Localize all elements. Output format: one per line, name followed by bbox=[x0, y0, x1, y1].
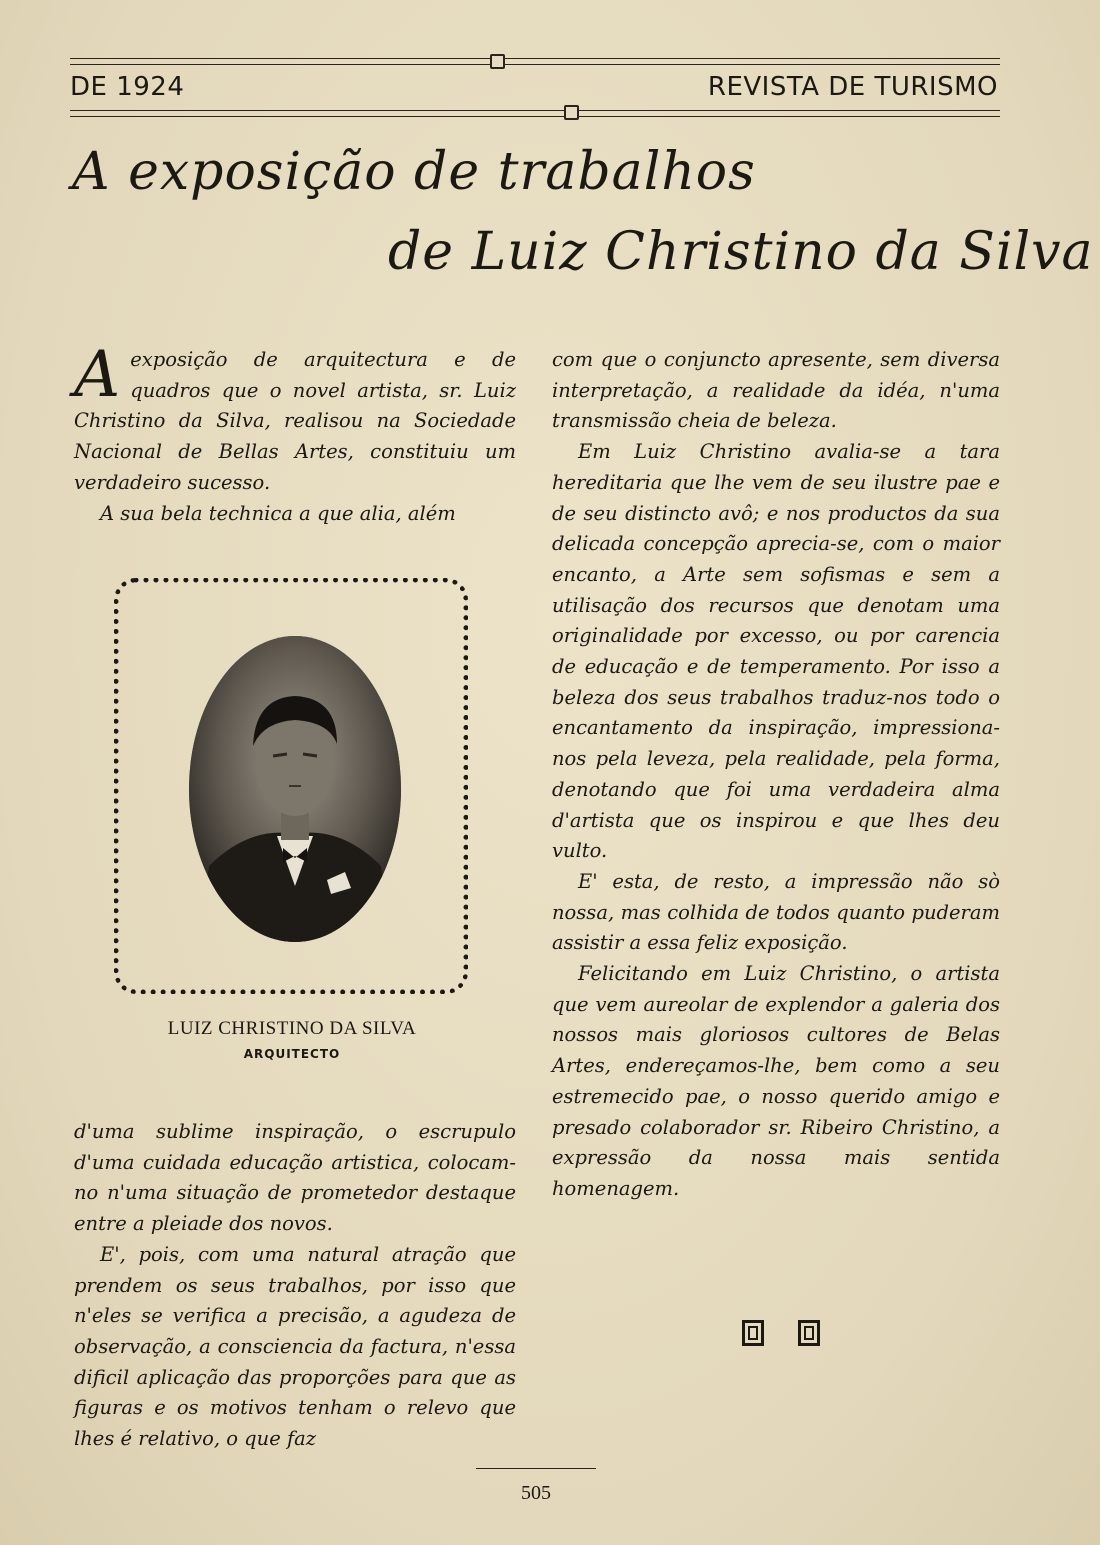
paragraph: Felicitando em Luiz Christino, o artista que vem aureolar de explendor a galeria dos nossos mais gloriosos cultores de Belas Artes, endereçamos-lhe, bem como a seu estremecido pae, o nosso querido amigo e presado colaborador sr. Ribeiro Christino, a expressão da nossa mais sentida homenagem. bbox=[552, 962, 1000, 1200]
portrait-photo bbox=[189, 636, 401, 942]
footer-rule bbox=[476, 1468, 596, 1469]
paragraph: E', pois, com uma natural atração que prendem os seus trabalhos, por isso que n'eles se verifica a precisão, a agudeza de observação, a consciencia da factura, n'essa dificil aplicação das proporções para que as figuras e os motivos tenham o relevo que lhes é relativo, o que faz bbox=[74, 1242, 516, 1451]
column-left-bottom bbox=[74, 1117, 516, 1455]
header-rule-top bbox=[70, 58, 1000, 65]
page-number: 505 bbox=[521, 1482, 551, 1504]
paragraph: E' esta, de resto, a impressão não sò nossa, mas colhida de todos quanto puderam assistir a essa feliz exposição. bbox=[552, 869, 1000, 955]
paragraph: A sua bela technica a que alia, além bbox=[100, 501, 456, 525]
paragraph bbox=[74, 338, 516, 499]
paragraph-text: exposição de arquitectura e de quadros que o novel artista, sr. Luiz Christino da Silva, realisou na Sociedade Nacional de Bellas Artes, constituiu um verdadeiro sucesso. bbox=[74, 348, 516, 494]
end-ornament-left bbox=[742, 1320, 764, 1346]
portrait-caption-role: ARQUITECTO bbox=[243, 1047, 341, 1061]
end-ornament-right bbox=[798, 1320, 820, 1346]
header-rule-bottom bbox=[70, 110, 1000, 117]
drop-cap: A bbox=[74, 338, 121, 412]
issue-date: DE 1924 bbox=[70, 72, 185, 102]
article-title-line2: de Luiz Christino da Silva bbox=[388, 222, 1094, 282]
column-left-top bbox=[74, 338, 516, 529]
paragraph: Em Luiz Christino avalia-se a tara hereditaria que lhe vem de seu ilustre pae e de seu distincto avô; e nos productos da sua delicada concepção aprecia-se, com o maior encanto, a Arte sem sofismas e sem a utilisação dos recursos que denotam uma originalidade por excesso, ou por carencia de educação e de temperamento. Por isso a beleza dos seus trabalhos traduz-nos todo o encantamento da inspiração, impressiona-nos pela leveza, pela realidade, pela forma, denotando que foi uma verdadeira alma d'artista que os inspirou e que lhes deu vulto. bbox=[552, 440, 1000, 863]
portrait-caption-name: LUIZ CHRISTINO DA SILVA bbox=[167, 1018, 417, 1039]
paragraph: com que o conjuncto apresente, sem diversa interpretação, a realidade da idéa, n'uma transmissão cheia de beleza. bbox=[552, 348, 1000, 433]
article-title-line1: A exposição de trabalhos bbox=[72, 142, 756, 202]
magazine-name: REVISTA DE TURISMO bbox=[707, 72, 998, 102]
ornament-box-bottom bbox=[564, 105, 579, 120]
column-right bbox=[552, 345, 1000, 1205]
ornament-box-top bbox=[490, 54, 505, 69]
paragraph: d'uma sublime inspiração, o escrupulo d'uma cuidada educação artistica, colocam-no n'uma situação de prometedor destaque entre a pleiade dos novos. bbox=[74, 1120, 516, 1236]
